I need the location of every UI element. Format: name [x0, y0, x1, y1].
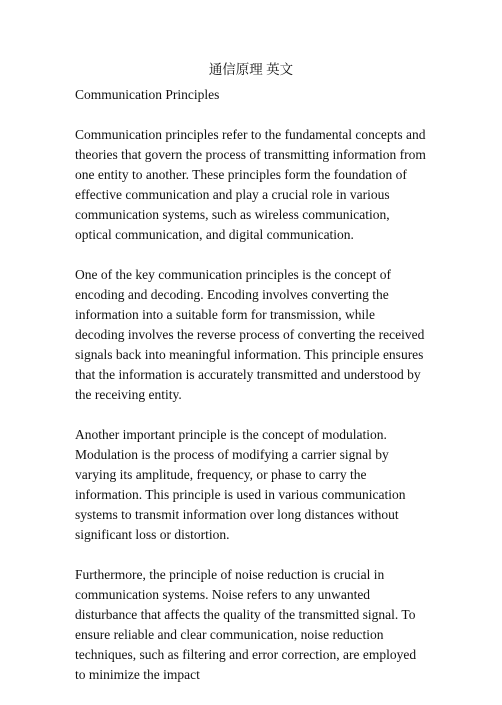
paragraph-noise-reduction: Furthermore, the principle of noise reduction is crucial in communication systems. Noise refers to any unwanted disturbance that affects the quality of the transmitted signal. To ensure reliable and clear communication, noise reduction techniques, such as filtering and error correction, are employed to minimize the impact: [75, 567, 417, 682]
section-heading: Communication Principles: [75, 87, 220, 102]
paragraph-intro: Communication principles refer to the fundamental concepts and theories that govern the process of transmitting information from one entity to another. These principles form the foundation of effective communication and play a crucial role in various communication systems, such as wireless communication, optical communication, and digital communication.: [75, 127, 426, 242]
paragraph-modulation: Another important principle is the concept of modulation. Modulation is the process of modifying a carrier signal by varying its amplitude, frequency, or phase to carry the information. This principle is used in various communication systems to transmit information over long distances without significant loss or distortion.: [75, 427, 406, 542]
document-title: 通信原理 英文: [208, 62, 294, 77]
paragraph-encoding-decoding: One of the key communication principles is the concept of encoding and decoding. Encoding involves converting the information into a suitable form for transmission, while decoding involves the reverse process of converting the received signals back into meaningful information. This principle ensures that the information is accurately transmitted and understood by the receiving entity.: [75, 267, 425, 402]
document-body: [75, 85, 427, 705]
